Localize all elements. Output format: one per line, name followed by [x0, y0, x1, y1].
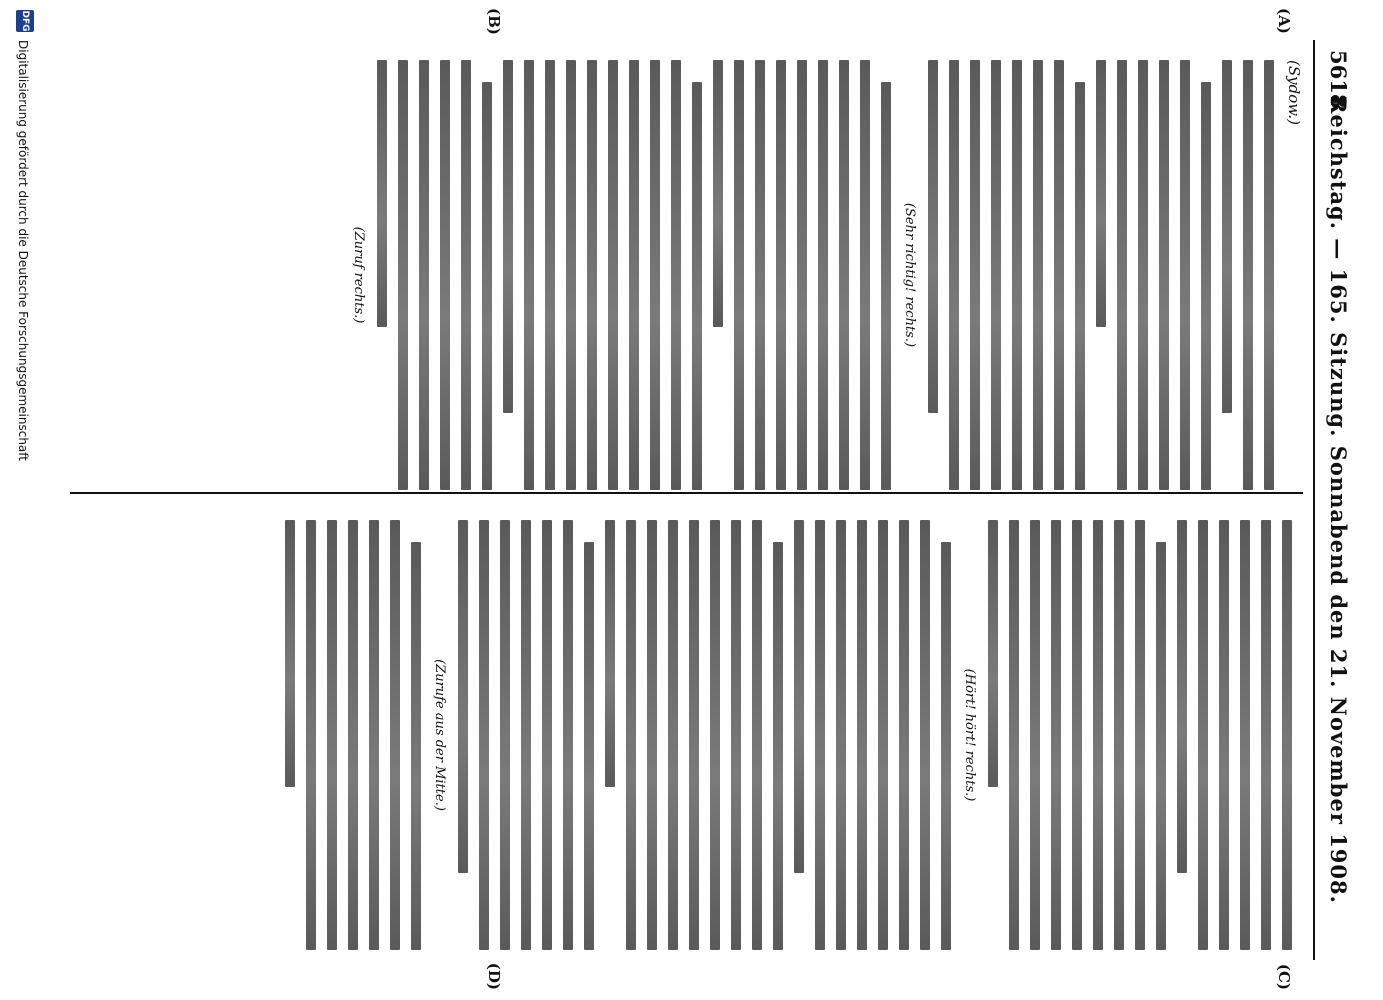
footer-credit: Digitalisierung gefördert durch die Deutsche Forschungsgemeinschaft [16, 40, 30, 462]
margin-marker-c: (C) [1275, 963, 1293, 990]
margin-marker-a: (A) [1275, 8, 1293, 34]
page-header [1313, 40, 1355, 960]
margin-marker-d: (D) [485, 962, 503, 990]
right-column [90, 520, 1303, 950]
speaker-name: (Sydow.) [1285, 60, 1303, 125]
footer [8, 10, 38, 990]
remark: (Hört! hört! rechts.) [962, 668, 977, 802]
column-rule [70, 492, 1303, 494]
margin-marker-b: (B) [485, 8, 503, 35]
remark: (Zurufe aus der Mitte.) [432, 659, 447, 811]
page-number: 5618 [1326, 50, 1351, 109]
remark: (Sehr richtig! rechts.) [902, 202, 917, 348]
page-title: Reichstag. — 165. Sitzung. Sonnabend den 21. November 1908. [1326, 96, 1351, 904]
left-column [90, 60, 1303, 490]
remark: (Zuruf rechts.) [351, 226, 366, 324]
dfg-logo: DFG [16, 10, 34, 32]
